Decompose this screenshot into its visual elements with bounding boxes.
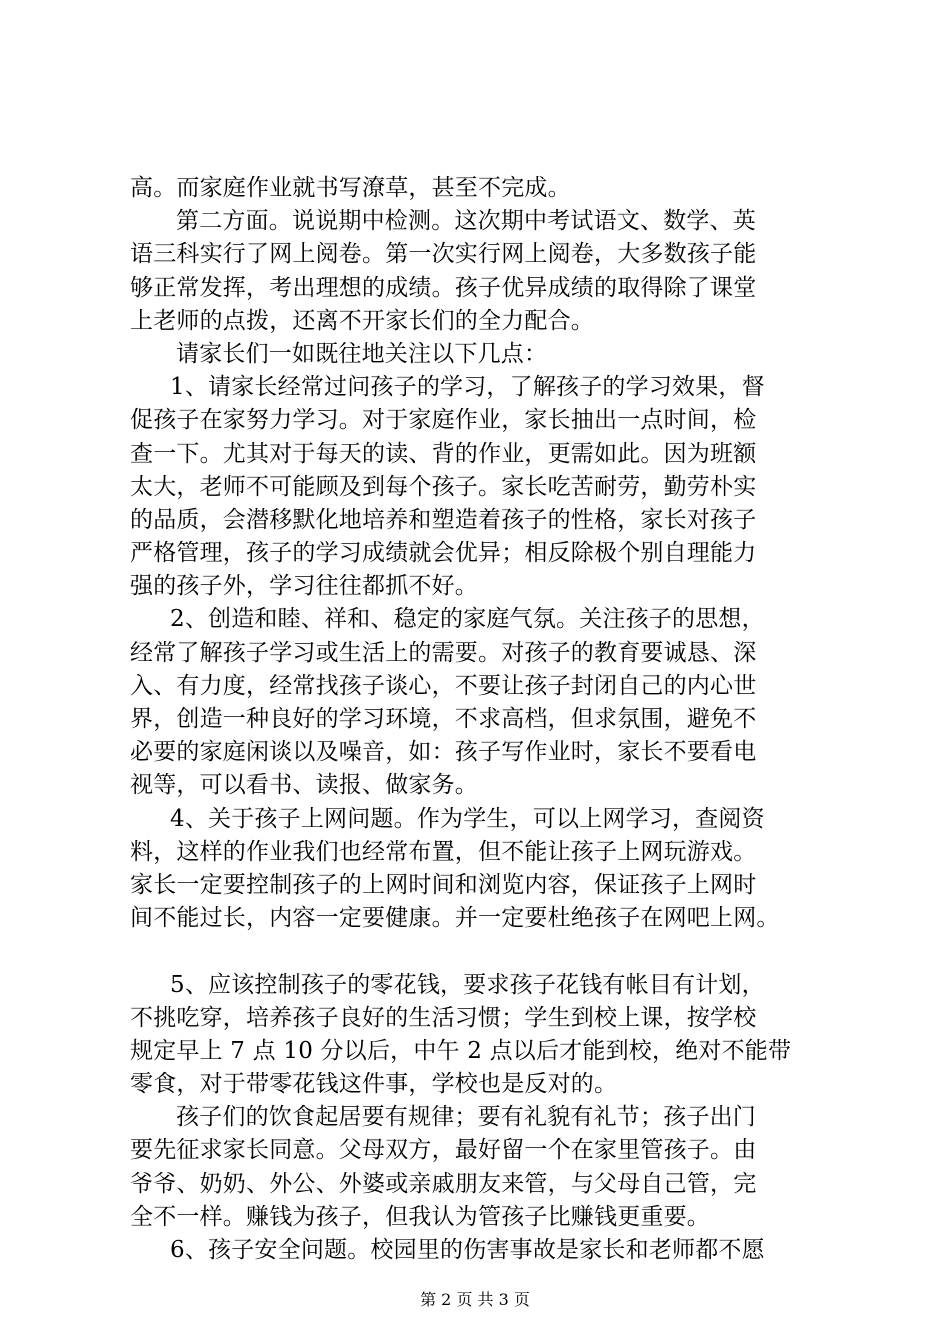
text-line: 家长一定要控制孩子的上网时间和浏览内容，保证孩子上网时 [130, 871, 757, 898]
text-line: 不挑吃穿，培养孩子良好的生活习惯；学生到校上课，按学校 [130, 1004, 757, 1031]
page-number-label: 第 2 页 共 3 页 [420, 1290, 530, 1309]
blank-line [130, 935, 850, 968]
text-line: 上老师的点拨，还离不开家长们的全力配合。 [130, 307, 594, 334]
text-line: 间不能过长，内容一定要健康。并一定要杜绝孩子在网吧上网。 [130, 905, 780, 932]
document-body [130, 172, 850, 1267]
text-line: 要先征求家长同意。父母双方，最好留一个在家里管孩子。由 [130, 1137, 757, 1164]
text-line: 促孩子在家努力学习。对于家庭作业，家长抽出一点时间，检 [130, 407, 757, 434]
text-line: 经常了解孩子学习或生活上的需要。对孩子的教育要诚恳、深 [130, 639, 757, 666]
text-line: 入、有力度，经常找孩子谈心，不要让孩子封闭自己的内心世 [130, 672, 757, 699]
text-line: 2、创造和睦、祥和、稳定的家庭气氛。关注孩子的思想， [170, 606, 765, 633]
text-line: 高。而家庭作业就书写潦草，甚至不完成。 [130, 175, 571, 201]
text-line: 第二方面。说说期中检测。这次期中考试语文、数学、英 [176, 208, 756, 235]
text-line: 请家长们一如既往地关注以下几点： [176, 340, 548, 367]
text-line: 查一下。尤其对于每天的读、背的作业，更需如此。因为班额 [130, 440, 757, 467]
text-line: 零食，对于带零花钱这件事，学校也是反对的。 [130, 1071, 618, 1098]
text-line: 够正常发挥，考出理想的成绩。孩子优异成绩的取得除了课堂 [130, 274, 757, 301]
text-line: 强的孩子外，学习往往都抓不好。 [130, 573, 478, 600]
text-line: 1、请家长经常过问孩子的学习，了解孩子的学习效果，督 [170, 374, 765, 401]
text-line: 规定早上 7 点 10 分以后，中午 2 点以后才能到校，绝对不能带 [130, 1037, 792, 1064]
text-line: 全不一样。赚钱为孩子，但我认为管孩子比赚钱更重要。 [130, 1203, 710, 1230]
text-line: 料，这样的作业我们也经常布置，但不能让孩子上网玩游戏。 [130, 838, 757, 865]
text-line: 视等，可以看书、读报、做家务。 [130, 772, 478, 799]
text-line: 4、关于孩子上网问题。作为学生，可以上网学习，查阅资 [170, 805, 765, 832]
text-line: 严格管理，孩子的学习成绩就会优异；相反除极个别自理能力 [130, 540, 757, 567]
page-footer [0, 1290, 950, 1310]
text-line: 5、应该控制孩子的零花钱，要求孩子花钱有帐目有计划， [170, 971, 765, 998]
text-line: 界，创造一种良好的学习环境，不求高档，但求氛围，避免不 [130, 706, 757, 732]
text-line: 语三科实行了网上阅卷。第一次实行网上阅卷，大多数孩子能 [130, 241, 757, 268]
text-line: 6、孩子安全问题。校园里的伤害事故是家长和老师都不愿 [170, 1237, 765, 1263]
text-line: 的品质，会潜移默化地培养和塑造着孩子的性格，家长对孩子 [130, 506, 757, 533]
text-line: 必要的家庭闲谈以及噪音，如：孩子写作业时，家长不要看电 [130, 739, 757, 766]
text-line: 太大，老师不可能顾及到每个孩子。家长吃苦耐劳，勤劳朴实 [130, 473, 757, 500]
text-line: 孩子们的饮食起居要有规律；要有礼貌有礼节；孩子出门 [176, 1104, 756, 1131]
text-line: 爷爷、奶奶、外公、外婆或亲戚朋友来管，与父母自己管，完 [130, 1170, 757, 1197]
